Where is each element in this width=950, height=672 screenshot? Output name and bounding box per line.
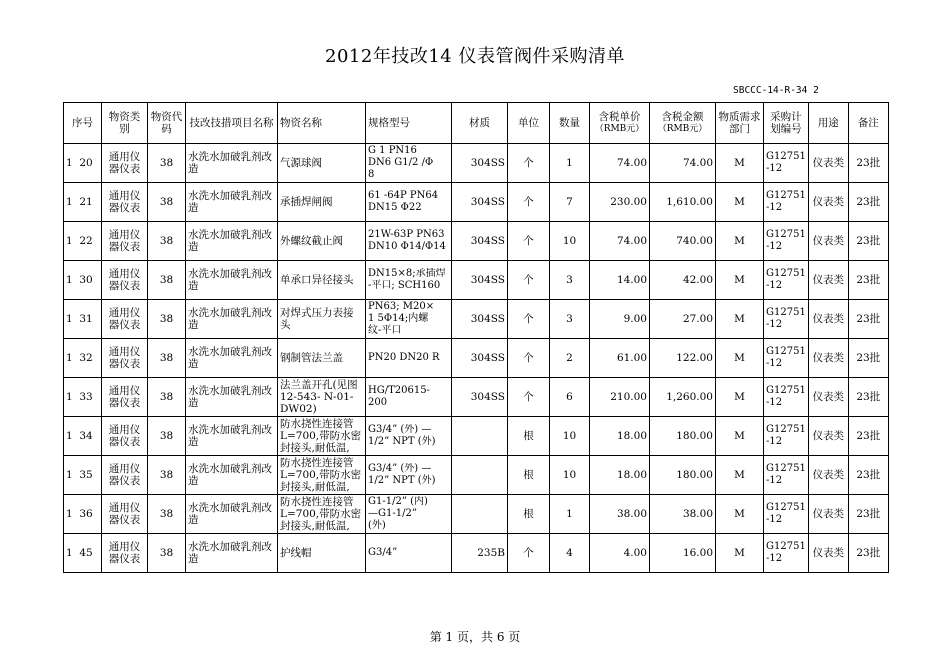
- cell-unit: 个: [508, 183, 550, 222]
- cell-qty: 7: [550, 183, 590, 222]
- cell-qty: 1: [550, 144, 590, 183]
- cell-category: 通用仪器仪表: [102, 378, 148, 417]
- cell-dept: M: [716, 378, 764, 417]
- cell-material: 304SS: [452, 183, 508, 222]
- cell-spec: [366, 417, 452, 456]
- header-usage: 用途: [808, 103, 848, 144]
- cell-unit-price: 18.00: [590, 456, 650, 495]
- header-code: 物资代码: [148, 103, 186, 144]
- cell-unit-price: 38.00: [590, 495, 650, 534]
- cell-code: 38: [148, 183, 186, 222]
- cell-unit-price: 9.00: [590, 300, 650, 339]
- material-name-text: 外螺纹截止阀: [280, 235, 343, 247]
- cell-dept: M: [716, 144, 764, 183]
- table-row: [64, 183, 889, 222]
- cell-qty: 2: [550, 339, 590, 378]
- header-amount-label: 含税金额: [661, 111, 704, 123]
- cell-amount: 27.00: [650, 300, 716, 339]
- seq-prefix: 1: [66, 430, 73, 442]
- cell-spec: [366, 300, 452, 339]
- cell-material-name: [278, 417, 366, 456]
- cell-amount: 38.00: [650, 495, 716, 534]
- cell-dept: M: [716, 456, 764, 495]
- cell-dept: M: [716, 417, 764, 456]
- cell-remark: 23批: [848, 417, 888, 456]
- cell-usage: 仪表类: [808, 534, 848, 573]
- cell-project: 水洗水加破乳剂改造: [186, 261, 278, 300]
- cell-spec: [366, 144, 452, 183]
- header-qty: 数量: [550, 103, 590, 144]
- cell-unit: 根: [508, 456, 550, 495]
- cell-material-name: [278, 495, 366, 534]
- cell-amount: 74.00: [650, 144, 716, 183]
- seq-prefix: 1: [66, 313, 73, 325]
- cell-unit-price: 18.00: [590, 417, 650, 456]
- cell-unit-price: 230.00: [590, 183, 650, 222]
- cell-project: 水洗水加破乳剂改造: [186, 144, 278, 183]
- header-unit: 单位: [508, 103, 550, 144]
- cell-qty: 4: [550, 534, 590, 573]
- seq-number: 31: [79, 313, 93, 325]
- cell-qty: 6: [550, 378, 590, 417]
- spec-text: PN20 DN20 R: [368, 352, 440, 363]
- cell-unit: 个: [508, 339, 550, 378]
- cell-plan-no: G12751 -12: [764, 339, 809, 378]
- cell-seq: [64, 144, 102, 183]
- cell-code: 38: [148, 417, 186, 456]
- cell-plan-no: G12751 -12: [764, 378, 809, 417]
- header-seq: 序号: [64, 103, 102, 144]
- cell-material-name: [278, 261, 366, 300]
- cell-seq: [64, 417, 102, 456]
- cell-plan-no: G12751 -12: [764, 144, 809, 183]
- cell-plan-no: G12751 -12: [764, 495, 809, 534]
- spec-text: G1-1/2” (内) —G1-1/2” (外): [368, 496, 428, 531]
- material-name-text: 防水挠性连接管L=700,带防水密封接头,耐低温,: [280, 457, 362, 493]
- cell-code: 38: [148, 144, 186, 183]
- cell-material: 304SS: [452, 378, 508, 417]
- cell-code: 38: [148, 261, 186, 300]
- cell-project: 水洗水加破乳剂改造: [186, 183, 278, 222]
- cell-unit-price: 74.00: [590, 222, 650, 261]
- table-row: [64, 339, 889, 378]
- table-row: [64, 144, 889, 183]
- cell-remark: 23批: [848, 378, 888, 417]
- cell-category: 通用仪器仪表: [102, 456, 148, 495]
- cell-category: 通用仪器仪表: [102, 222, 148, 261]
- cell-spec: [366, 261, 452, 300]
- cell-seq: [64, 339, 102, 378]
- cell-material-name: [278, 456, 366, 495]
- cell-usage: 仪表类: [808, 300, 848, 339]
- cell-project: 水洗水加破乳剂改造: [186, 222, 278, 261]
- table-row: [64, 534, 889, 573]
- material-name-text: 防水挠性连接管L=700,带防水密封接头,耐低温,: [280, 418, 362, 454]
- cell-material: [452, 495, 508, 534]
- cell-amount: 122.00: [650, 339, 716, 378]
- cell-usage: 仪表类: [808, 144, 848, 183]
- cell-category: 通用仪器仪表: [102, 534, 148, 573]
- cell-project: 水洗水加破乳剂改造: [186, 417, 278, 456]
- cell-dept: M: [716, 183, 764, 222]
- cell-remark: 23批: [848, 300, 888, 339]
- spec-text: G3/4” (外) — 1/2” NPT (外): [368, 424, 436, 447]
- table-row: [64, 378, 889, 417]
- cell-dept: M: [716, 222, 764, 261]
- cell-spec: [366, 183, 452, 222]
- cell-material-name: [278, 222, 366, 261]
- table-row: [64, 261, 889, 300]
- cell-usage: 仪表类: [808, 222, 848, 261]
- cell-seq: [64, 378, 102, 417]
- cell-project: 水洗水加破乳剂改造: [186, 378, 278, 417]
- cell-material-name: [278, 183, 366, 222]
- cell-material-name: [278, 144, 366, 183]
- cell-usage: 仪表类: [808, 495, 848, 534]
- cell-remark: 23批: [848, 222, 888, 261]
- header-unit-price-label: 含税单价: [598, 111, 641, 123]
- seq-number: 21: [79, 196, 93, 208]
- cell-amount: 740.00: [650, 222, 716, 261]
- cell-usage: 仪表类: [808, 339, 848, 378]
- header-material-name: 物资名称: [278, 103, 366, 144]
- cell-usage: 仪表类: [808, 261, 848, 300]
- cell-unit: 个: [508, 261, 550, 300]
- cell-qty: 10: [550, 222, 590, 261]
- material-name-text: 承插焊闸阀: [280, 196, 333, 208]
- cell-dept: M: [716, 300, 764, 339]
- seq-prefix: 1: [66, 235, 73, 247]
- document-number: SBCCC-14-R-34 2: [733, 85, 819, 96]
- cell-remark: 23批: [848, 495, 888, 534]
- seq-number: 22: [79, 235, 93, 247]
- spec-text: G 1 PN16 DN6 G1/2 /Φ 8: [368, 145, 434, 180]
- header-material: 材质: [452, 103, 508, 144]
- seq-prefix: 1: [66, 196, 73, 208]
- material-name-text: 护线帽: [280, 547, 312, 559]
- cell-material: [452, 456, 508, 495]
- cell-remark: 23批: [848, 144, 888, 183]
- cell-seq: [64, 495, 102, 534]
- cell-unit-price: 74.00: [590, 144, 650, 183]
- spec-text: HG/T20615-200: [368, 385, 430, 408]
- header-plan-no: 采购计划编号: [764, 103, 809, 144]
- table-row: [64, 300, 889, 339]
- seq-number: 34: [79, 430, 93, 442]
- cell-usage: 仪表类: [808, 183, 848, 222]
- seq-number: 35: [79, 469, 93, 481]
- header-remark: 备注: [848, 103, 888, 144]
- cell-category: 通用仪器仪表: [102, 417, 148, 456]
- cell-dept: M: [716, 534, 764, 573]
- cell-category: 通用仪器仪表: [102, 495, 148, 534]
- cell-code: 38: [148, 222, 186, 261]
- cell-category: 通用仪器仪表: [102, 339, 148, 378]
- cell-amount: 1,260.00: [650, 378, 716, 417]
- cell-amount: 16.00: [650, 534, 716, 573]
- seq-prefix: 1: [66, 157, 73, 169]
- cell-category: 通用仪器仪表: [102, 144, 148, 183]
- seq-prefix: 1: [66, 352, 73, 364]
- cell-material-name: [278, 339, 366, 378]
- seq-number: 32: [79, 352, 93, 364]
- seq-prefix: 1: [66, 391, 73, 403]
- seq-number: 45: [79, 547, 93, 559]
- material-name-text: 对焊式压力表接头: [280, 307, 354, 331]
- header-row: [64, 103, 889, 144]
- cell-code: 38: [148, 378, 186, 417]
- cell-unit-price: 61.00: [590, 339, 650, 378]
- cell-project: 水洗水加破乳剂改造: [186, 534, 278, 573]
- cell-plan-no: G12751 -12: [764, 222, 809, 261]
- cell-seq: [64, 222, 102, 261]
- cell-remark: 23批: [848, 456, 888, 495]
- cell-plan-no: G12751 -12: [764, 300, 809, 339]
- header-amount: [650, 103, 716, 144]
- material-name-text: 气源球阀: [280, 157, 322, 169]
- cell-spec: [366, 495, 452, 534]
- cell-unit: 个: [508, 378, 550, 417]
- spec-text: PN63; M20× 1 5Φ14;内螺 纹-平口: [368, 301, 435, 336]
- cell-plan-no: G12751 -12: [764, 456, 809, 495]
- cell-qty: 1: [550, 495, 590, 534]
- cell-qty: 10: [550, 417, 590, 456]
- cell-qty: 3: [550, 261, 590, 300]
- cell-seq: [64, 534, 102, 573]
- cell-category: 通用仪器仪表: [102, 300, 148, 339]
- seq-prefix: 1: [66, 274, 73, 286]
- spec-text: G3/4” (外) — 1/2” NPT (外): [368, 463, 436, 486]
- procurement-table: [63, 102, 889, 573]
- cell-project: 水洗水加破乳剂改造: [186, 300, 278, 339]
- cell-usage: 仪表类: [808, 456, 848, 495]
- page-title: 2012年技改14 仪表管阀件采购清单: [325, 46, 625, 67]
- cell-qty: 10: [550, 456, 590, 495]
- header-category: 物资类别: [102, 103, 148, 144]
- table-row: [64, 495, 889, 534]
- header-unit-price-currency: （RMB元）: [594, 124, 645, 134]
- table-row: [64, 417, 889, 456]
- cell-material-name: [278, 378, 366, 417]
- table-row: [64, 222, 889, 261]
- material-name-text: 防水挠性连接管L=700,带防水密封接头,耐低温,: [280, 496, 362, 532]
- header-dept: 物质需求部门: [716, 103, 764, 144]
- seq-prefix: 1: [66, 508, 73, 520]
- cell-dept: M: [716, 261, 764, 300]
- cell-spec: [366, 378, 452, 417]
- cell-material-name: [278, 300, 366, 339]
- cell-amount: 42.00: [650, 261, 716, 300]
- cell-material-name: [278, 534, 366, 573]
- spec-text: 61 -64P PN64 DN15 Φ22: [368, 190, 439, 213]
- cell-project: 水洗水加破乳剂改造: [186, 339, 278, 378]
- cell-material: [452, 417, 508, 456]
- seq-number: 30: [79, 274, 93, 286]
- header-project: 技改技措项目名称: [186, 103, 278, 144]
- cell-unit: 个: [508, 144, 550, 183]
- cell-remark: 23批: [848, 339, 888, 378]
- cell-code: 38: [148, 534, 186, 573]
- spec-text: G3/4”: [368, 547, 398, 558]
- cell-usage: 仪表类: [808, 378, 848, 417]
- cell-project: 水洗水加破乳剂改造: [186, 495, 278, 534]
- header-amount-currency: （RMB元）: [657, 124, 708, 134]
- cell-code: 38: [148, 300, 186, 339]
- cell-spec: [366, 534, 452, 573]
- cell-amount: 180.00: [650, 417, 716, 456]
- seq-prefix: 1: [66, 547, 73, 559]
- material-name-text: 法兰盖开孔(见图12-543- N-01-DW02): [280, 379, 358, 415]
- material-name-text: 钢制管法兰盖: [280, 352, 343, 364]
- cell-unit-price: 210.00: [590, 378, 650, 417]
- cell-plan-no: G12751 -12: [764, 534, 809, 573]
- cell-qty: 3: [550, 300, 590, 339]
- seq-number: 20: [79, 157, 93, 169]
- cell-spec: [366, 339, 452, 378]
- cell-amount: 180.00: [650, 456, 716, 495]
- header-unit-price: [590, 103, 650, 144]
- cell-category: 通用仪器仪表: [102, 261, 148, 300]
- cell-unit: 根: [508, 495, 550, 534]
- cell-plan-no: G12751 -12: [764, 261, 809, 300]
- cell-unit: 根: [508, 417, 550, 456]
- cell-code: 38: [148, 495, 186, 534]
- seq-number: 33: [79, 391, 93, 403]
- spec-text: 21W-63P PN63 DN10 Φ14/Φ14: [368, 229, 446, 252]
- cell-seq: [64, 183, 102, 222]
- cell-code: 38: [148, 339, 186, 378]
- cell-code: 38: [148, 456, 186, 495]
- cell-unit-price: 4.00: [590, 534, 650, 573]
- cell-seq: [64, 300, 102, 339]
- cell-unit: 个: [508, 222, 550, 261]
- seq-prefix: 1: [66, 469, 73, 481]
- cell-spec: [366, 456, 452, 495]
- material-name-text: 单承口异径接头: [280, 274, 354, 286]
- cell-material: 304SS: [452, 339, 508, 378]
- cell-plan-no: G12751 -12: [764, 417, 809, 456]
- spec-text: DN15×8;承插焊 -平口; SCH160: [368, 268, 446, 291]
- table-row: [64, 456, 889, 495]
- seq-number: 36: [79, 508, 93, 520]
- cell-material: 304SS: [452, 261, 508, 300]
- cell-remark: 23批: [848, 261, 888, 300]
- cell-seq: [64, 456, 102, 495]
- cell-seq: [64, 261, 102, 300]
- cell-category: 通用仪器仪表: [102, 183, 148, 222]
- cell-material: 304SS: [452, 222, 508, 261]
- header-spec: 规格型号: [366, 103, 452, 144]
- cell-unit: 个: [508, 300, 550, 339]
- cell-material: 304SS: [452, 144, 508, 183]
- cell-usage: 仪表类: [808, 417, 848, 456]
- cell-plan-no: G12751 -12: [764, 183, 809, 222]
- cell-dept: M: [716, 339, 764, 378]
- cell-amount: 1,610.00: [650, 183, 716, 222]
- cell-project: 水洗水加破乳剂改造: [186, 456, 278, 495]
- table-body: [64, 144, 889, 573]
- cell-remark: 23批: [848, 183, 888, 222]
- cell-dept: M: [716, 495, 764, 534]
- cell-material: 235B: [452, 534, 508, 573]
- cell-material: 304SS: [452, 300, 508, 339]
- cell-unit: 个: [508, 534, 550, 573]
- page-footer: 第 1 页，共 6 页: [429, 630, 521, 644]
- cell-remark: 23批: [848, 534, 888, 573]
- cell-spec: [366, 222, 452, 261]
- cell-unit-price: 14.00: [590, 261, 650, 300]
